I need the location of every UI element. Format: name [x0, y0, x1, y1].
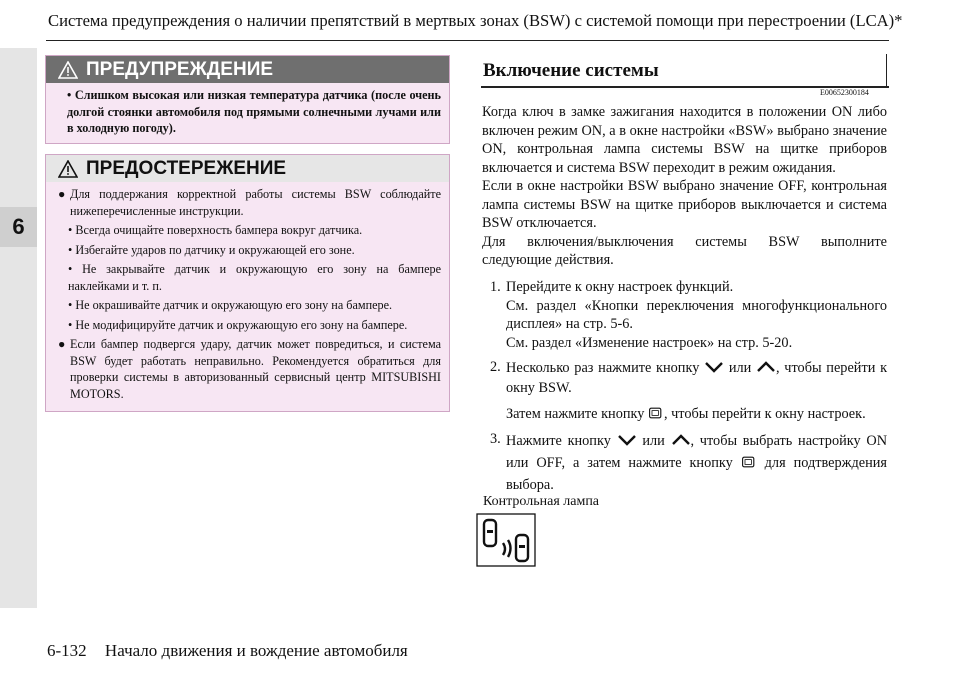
section-code: E00652300184 — [820, 88, 869, 97]
enter-button-icon — [648, 406, 664, 420]
page-header-title: Система предупреждения о наличии препятствий в мертвых зонах (BSW) с системой помощи при перестроении (LCA)* — [48, 11, 903, 30]
caution-bullet: ● Если бампер подвергся удару, датчик может повредиться, и система BSW будет работать неправильно. Рекомендуется обратиться для проверки системы в авторизованный сервисный центр MITSUBISHI MOTORS. — [58, 337, 441, 401]
chapter-tab: 6 — [0, 207, 37, 247]
step-text: Перейдите к окну настроек функций. — [506, 279, 734, 295]
bullet-dot-icon: ● — [58, 187, 66, 201]
warning-title: ПРЕДУПРЕЖДЕНИЕ — [86, 58, 274, 80]
step-number: 1. — [490, 279, 501, 295]
caution-subitem: • Не закрывайте датчик и окружающую его зону на бампере наклейками и т. п. — [68, 262, 441, 293]
chevron-up-icon — [671, 433, 691, 447]
step-text: См. раздел «Кнопки переключения многофункционального дисплея» на стр. 5-6. — [506, 297, 887, 332]
warning-body — [46, 83, 449, 143]
indicator-lamp-label: Контрольная лампа — [483, 494, 600, 509]
step-2: 2. Несколько раз нажмите кнопку или , чтобы перейти к окну BSW. Затем нажмите кнопку , чтобы перейти к окну настроек. — [490, 359, 888, 422]
step-number: 3. — [490, 431, 501, 447]
page-number: 6-132 — [47, 641, 87, 660]
caution-subitem: • Избегайте ударов по датчику и окружающей его зоне. — [68, 242, 355, 257]
chevron-down-icon — [704, 360, 724, 374]
footer-section: Начало движения и вождение автомобиля — [104, 641, 408, 660]
steps-list — [490, 278, 887, 496]
caution-subitem: • Всегда очищайте поверхность бампера вокруг датчика. — [68, 223, 363, 237]
warning-item: • Слишком высокая или низкая температура датчика (после очень долгой стоянки автомобиля под прямыми солнечными лучами или в холодную погоду). — [67, 88, 441, 135]
section-rule-vertical — [886, 54, 887, 86]
caution-header — [46, 155, 449, 182]
caution-bullet: ● Для поддержания корректной работы системы BSW соблюдайте нижеперечисленные инструкции. — [58, 187, 441, 218]
chapter-sidebar — [0, 48, 37, 608]
step-1 — [490, 278, 887, 352]
caution-subitem: • Не модифицируйте датчик и окружающую его зону на бампере. — [68, 317, 408, 332]
header-divider — [46, 40, 889, 41]
bullet-dot-icon: ● — [58, 337, 66, 351]
section-body — [482, 103, 887, 270]
step-3: 3. Нажмите кнопку или , чтобы выбрать настройку ON или OFF, а затем нажмите кнопку для подтверждения выбора. — [490, 430, 887, 496]
caution-title: ПРЕДОСТЕРЕЖЕНИЕ — [86, 157, 287, 179]
paragraph: Когда ключ в замке зажигания находится в положении ON либо включен режим ON, а в окне настройки «BSW» выбрано значение ON, контрольная лампа системы BSW на щитке приборов включается и система BSW переходит в режим ожидания. — [482, 104, 887, 176]
step-number: 2. — [490, 359, 501, 375]
warning-triangle-icon — [58, 61, 78, 79]
warning-box — [45, 55, 450, 144]
warning-triangle-icon — [58, 160, 78, 178]
section-title: Включение системы — [483, 60, 659, 81]
caution-body — [46, 182, 449, 411]
paragraph: Если в окне настройки BSW выбрано значение OFF, контрольная лампа системы BSW на щитке приборов выключается и система BSW отключается. — [482, 178, 887, 231]
step-text: См. раздел «Изменение настроек» на стр. 5-20. — [506, 334, 793, 351]
bsw-indicator-lamp-icon — [476, 513, 536, 567]
paragraph: Для включения/выключения системы BSW выполните следующие действия. — [482, 233, 887, 268]
enter-button-icon — [741, 455, 757, 469]
chevron-up-icon — [756, 360, 776, 374]
caution-box — [45, 154, 450, 412]
warning-header — [46, 56, 449, 83]
chevron-down-icon — [617, 433, 637, 447]
caution-subitem: • Не окрашивайте датчик и окружающую его зону на бампере. — [68, 298, 393, 312]
page-footer — [47, 641, 408, 661]
